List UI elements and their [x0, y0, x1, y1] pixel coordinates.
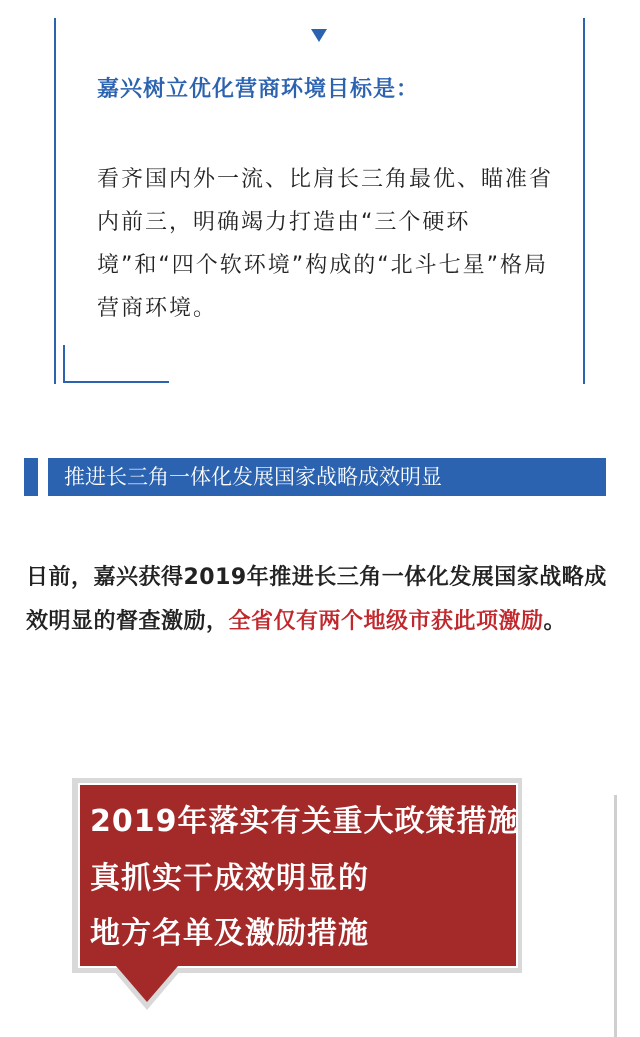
news-highlight: 全省仅有两个地级市获此项激励	[228, 609, 544, 634]
frame-right-border	[583, 18, 585, 384]
target-body: 看齐国内外一流、比肩长三角最优、瞄准省内前三，明确竭力打造由“三个硬环境”和“四个软环境”构成的“北斗七星”格局营商环境。	[97, 167, 554, 321]
card-line-2: 真抓实干成效明显的	[90, 861, 369, 896]
news-paragraph	[26, 556, 618, 644]
news-end: 。	[543, 609, 567, 634]
card-line-1: 2019年落实有关重大政策措施	[90, 804, 519, 839]
target-frame	[0, 0, 640, 390]
section-banner	[24, 458, 606, 496]
banner-accent-bar	[24, 458, 38, 496]
target-heading: 嘉兴树立优化营商环境目标是：	[97, 77, 420, 102]
banner-title: 推进长三角一体化发展国家战略成效明显	[64, 465, 442, 489]
document-edge-divider	[614, 795, 617, 1037]
frame-bottom-border	[63, 381, 169, 383]
frame-left-border	[54, 18, 56, 384]
news-lead: 日前，嘉兴获得2019年推进长三角一体化发展国家战略成效明显的督查激励，	[26, 565, 607, 634]
card-line-3: 地方名单及激励措施	[90, 916, 369, 951]
card-pointer	[116, 966, 178, 1002]
frame-left-inner-border	[63, 345, 65, 383]
triangle-down-icon	[311, 29, 327, 42]
